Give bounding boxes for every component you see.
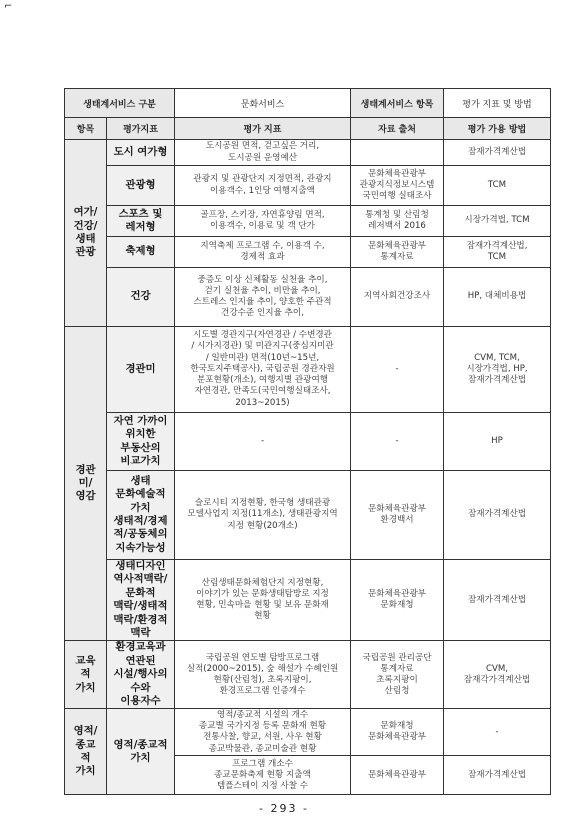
indicator-cell: 도시 여가형 <box>107 140 175 166</box>
category-cell: 경관 미/ 영감 <box>65 327 107 641</box>
indicator-cell: 자연 가까이 위치한 부동산의 비교가치 <box>107 413 175 471</box>
source-cell: 문화체육관광부 환경백서 <box>351 471 444 560</box>
indicator-cell: 환경교육과 연관된 시설/행사의 수와 이용자수 <box>107 641 175 709</box>
method-cell: 잠재가격계산법 <box>444 560 551 641</box>
source-cell: - <box>351 413 444 471</box>
table-row <box>65 140 551 166</box>
indicator-cell: 경관미 <box>107 327 175 413</box>
source-cell: - <box>351 327 444 413</box>
indicator-cell: 관광형 <box>107 166 175 206</box>
table-row <box>65 206 551 237</box>
detail-cell: 시도별 경관지구(자연경관 / 수변경관 / 시가지경관) 및 미관지구(중심지미관 / 일반미관) 면적(10년~15년, 한국토지주택공사), 국립공원 경관자원 분포현황(개소), 여행지별 관광여행 자연경관, 만족도(국민여행실태조사, 2013~2015) <box>175 327 351 413</box>
source-cell: 통계청 및 산림청 레저백서 2016 <box>351 206 444 237</box>
source-cell: 문화재청 문화체육관광부 <box>351 709 444 756</box>
indicator-cell: 생태디자인 역사적맥락/ 문화적 맥락/생태적 맥락/환경적 맥락 <box>107 560 175 641</box>
source-cell: 문화체육관광부 문화재청 <box>351 560 444 641</box>
summary-item-value: 평가 지표 및 방법 <box>444 89 551 118</box>
corner-mark: ⌐ <box>4 1 13 12</box>
method-cell: 시장가격법, TCM <box>444 206 551 237</box>
table-row <box>65 327 551 413</box>
detail-cell: 관광지 및 관광단지 지정면적, 관광지 이용객수, 1인당 여행지출액 <box>175 166 351 206</box>
detail-cell: 도시공원 면적, 걷고싶은 거리, 도시공원 운영예산 <box>175 140 351 166</box>
method-cell: 잠재가격계산법, TCM <box>444 237 551 268</box>
source-cell: 국립공원 관리공단 통계자료 초록지팡이 산림청 <box>351 641 444 709</box>
detail-cell: 산림생태문화체험단지 지정현황, 이야기가 있는 문화생태탐방로 지정 현황, 민속마을 현황 및 보유 문화재 현황 <box>175 560 351 641</box>
table-row <box>65 268 551 327</box>
category-cell: 교육 적 가치 <box>65 641 107 709</box>
source-cell <box>351 140 444 166</box>
evaluation-table <box>64 88 551 795</box>
detail-cell: 프로그램 개소수 종교문화축제 현황 지출액 템플스테이 지정 사찰 수 <box>175 756 351 795</box>
method-cell: 잠재가격계산법 <box>444 140 551 166</box>
column-header: 항목 <box>65 118 107 140</box>
column-header: 평가 지표 <box>175 118 351 140</box>
detail-cell: 슬로시티 지정현황, 한국형 생태관광 모델사업지 지정(11개소), 생태관광지역 지정 현황(20개소) <box>175 471 351 560</box>
method-cell: HP <box>444 413 551 471</box>
indicator-cell: 건강 <box>107 268 175 327</box>
detail-cell: - <box>175 413 351 471</box>
detail-cell: 지역축제 프로그램 수, 이용객 수, 경제적 효과 <box>175 237 351 268</box>
method-cell: CVM, TCM, 시장가격법, HP, 잠재가격계산법 <box>444 327 551 413</box>
category-cell: 영적/ 종교 적 가치 <box>65 709 107 795</box>
column-header: 평가 가용 방법 <box>444 118 551 140</box>
method-cell: HP, 대체비용법 <box>444 268 551 327</box>
table-row <box>65 471 551 560</box>
source-cell: 문화체육관광부 통계자료 <box>351 237 444 268</box>
summary-item-label: 생태계서비스 항목 <box>351 89 444 118</box>
source-cell: 지역사회건강조사 <box>351 268 444 327</box>
detail-cell: 골프장, 스키장, 자연휴양림 면적, 이용객수, 이용료 및 객 단가 <box>175 206 351 237</box>
table-row <box>65 560 551 641</box>
summary-label: 생태계서비스 구분 <box>65 89 175 118</box>
indicator-cell: 축제형 <box>107 237 175 268</box>
column-header: 자료 출처 <box>351 118 444 140</box>
method-cell: 잠재가격계산법 <box>444 471 551 560</box>
source-cell: 문화체육관광부 <box>351 756 444 795</box>
detail-cell: 국립공원 연도별 탐방프로그램 실적(2000~2015), 숲 해설가 수혜인원 현황(산림청), 초록지팡이, 환경프로그램 인증개수 <box>175 641 351 709</box>
category-cell: 여가/ 건강/ 생태 관광 <box>65 140 107 327</box>
page-number: - 293 - <box>259 802 309 815</box>
detail-cell: 중증도 이상 신체활동 실천율 추이, 걷기 실천율 추이, 비만율 추이, 스트레스 인지율 추이, 양호한 주관적 건강수준 인지율 추이, <box>175 268 351 327</box>
method-cell: TCM <box>444 166 551 206</box>
table-row <box>65 413 551 471</box>
table-row <box>65 237 551 268</box>
table-row <box>65 709 551 756</box>
indicator-cell: 생태 문화예술적 가치 생태적/경제 적/공동체의 지속가능성 <box>107 471 175 560</box>
column-header-row <box>65 118 551 140</box>
summary-value: 문화서비스 <box>175 89 351 118</box>
detail-cell: 영적/종교적 시설의 개수 종교별 국가지정 등록 문화재 현황 전통사찰, 향교, 서원, 사우 현황 종교박물관, 종교미술관 현황 <box>175 709 351 756</box>
method-cell: - <box>444 709 551 756</box>
table-row <box>65 166 551 206</box>
indicator-cell: 스포츠 및 레저형 <box>107 206 175 237</box>
table-row <box>65 641 551 709</box>
source-cell: 문화체육관광부 관광지식정보시스템 국민여행 실태조사 <box>351 166 444 206</box>
method-cell: 잠재가격계산법 <box>444 756 551 795</box>
method-cell: CVM, 잠재각가격계산법 <box>444 641 551 709</box>
indicator-cell: 영적/종교적 가치 <box>107 709 175 795</box>
summary-row <box>65 89 551 118</box>
column-header: 평가지표 <box>107 118 175 140</box>
